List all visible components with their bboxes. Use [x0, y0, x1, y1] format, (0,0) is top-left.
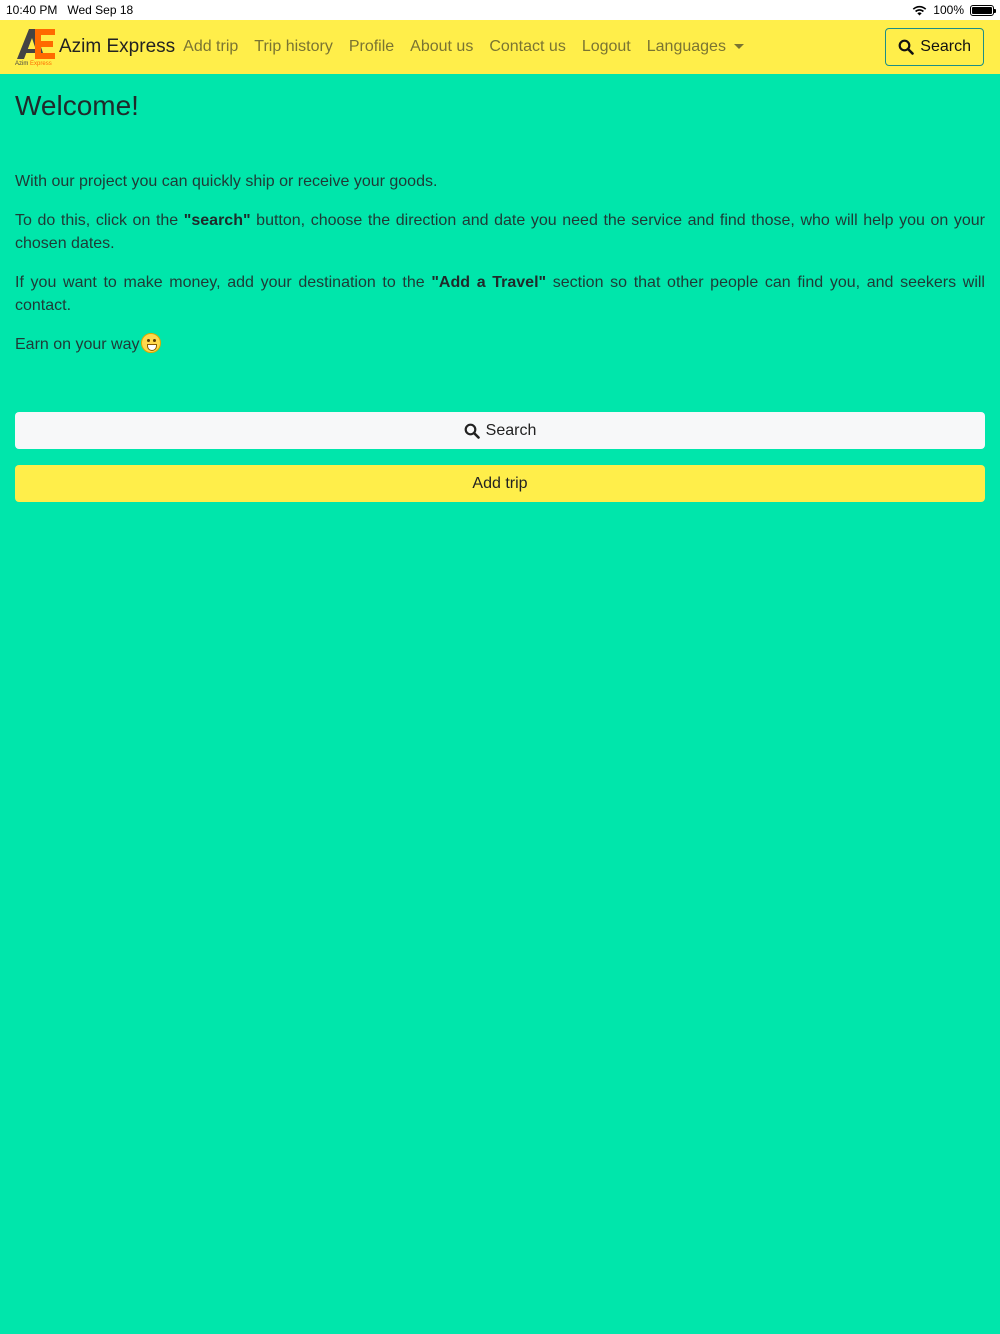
p3-text-c: section so that other people can find you, and seekers will contact.: [15, 274, 985, 314]
slogan-paragraph: [15, 333, 985, 356]
slogan-text: Earn on your way: [15, 336, 140, 353]
page-title: Welcome!: [15, 90, 139, 121]
logo-mark-icon: [15, 27, 57, 61]
nav-about-us[interactable]: About us: [410, 38, 474, 55]
navbar-search-label: Search: [920, 38, 971, 55]
navbar-search-button[interactable]: [885, 28, 984, 66]
p2-text-c: button, choose the direction and date you need the service and find those, who will help you on your chosen dates.: [15, 212, 985, 252]
main-content: [15, 88, 985, 356]
intro-paragraph: With our project you can quickly ship or receive your goods.: [15, 173, 438, 190]
brand-name[interactable]: Azim Express: [59, 36, 176, 57]
nav-languages-label: Languages: [646, 38, 726, 55]
caret-down-icon: [734, 44, 744, 49]
brand-logo: [15, 27, 57, 67]
status-right: [912, 3, 994, 17]
search-icon: [464, 423, 480, 439]
search-instructions-paragraph: [15, 209, 985, 255]
nav-links: [183, 38, 744, 56]
wifi-icon: [912, 5, 927, 16]
p3-highlight: "Add a Travel": [431, 274, 547, 291]
status-left: [6, 3, 133, 17]
nav-contact-us[interactable]: Contact us: [489, 38, 566, 55]
p2-text-a: To do this, click on the: [15, 212, 184, 229]
brand[interactable]: [15, 27, 175, 67]
earn-instructions-paragraph: [15, 271, 985, 317]
logo-sub-right: Express: [30, 61, 52, 67]
main-search-label: Search: [485, 421, 537, 439]
status-bar: [0, 0, 1000, 20]
nav-add-trip[interactable]: Add trip: [183, 38, 239, 55]
p3-text-a: If you want to make money, add your destination to the: [15, 274, 432, 291]
battery-icon: [970, 5, 994, 16]
status-date: Wed Sep 18: [67, 3, 134, 17]
status-time: 10:40 PM: [6, 3, 58, 17]
add-trip-button[interactable]: [15, 465, 985, 502]
main-search-button[interactable]: [15, 412, 985, 449]
navbar: [0, 20, 1000, 74]
add-trip-label: Add trip: [472, 474, 528, 492]
p2-highlight: "search": [183, 212, 251, 229]
nav-logout[interactable]: Logout: [581, 38, 631, 55]
battery-fill: [972, 7, 992, 14]
nav-profile[interactable]: Profile: [348, 38, 395, 55]
search-icon: [898, 39, 914, 55]
logo-subtext: [15, 61, 52, 67]
logo-sub-left: Azim: [15, 61, 29, 67]
battery-percent: 100%: [933, 3, 964, 17]
nav-trip-history[interactable]: Trip history: [254, 38, 333, 55]
grinning-face-icon: [141, 333, 161, 353]
nav-languages-dropdown[interactable]: [647, 38, 744, 56]
